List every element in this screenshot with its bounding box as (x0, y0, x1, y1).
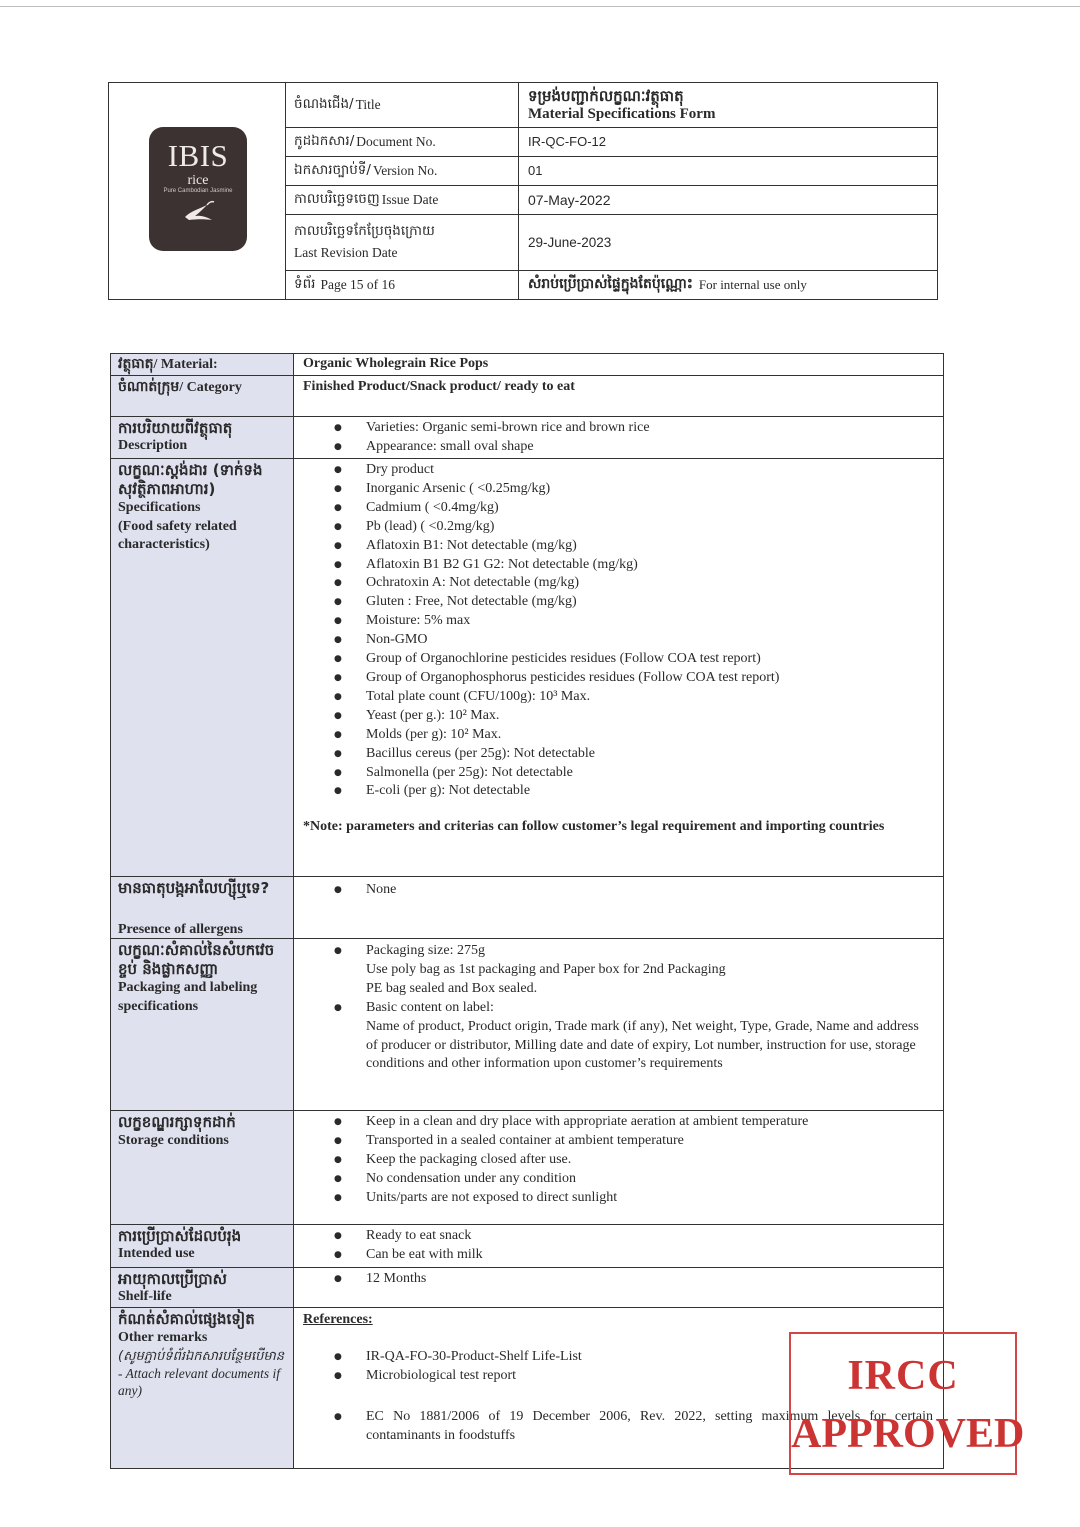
material-value: Organic Wholegrain Rice Pops (303, 356, 489, 371)
shelf-life-value (294, 1268, 943, 1307)
title-value: ទម្រង់បញ្ជាក់លក្ខណៈវត្ថុធាតុ Material Specifications Form (528, 87, 716, 122)
row-intended-use (111, 1225, 943, 1268)
header-row-revision-date (286, 214, 937, 271)
packaging-detail-2: PE bag sealed and Box sealed. (366, 980, 538, 996)
list-item: ● 12 Months (366, 1270, 933, 1289)
header-row-title (286, 83, 937, 128)
row-description (111, 417, 943, 459)
list-item: ● EC No 1881/2006 of 19 December 2006, Rev. 2022, setting maximum levels for certain contaminants in foodstuffs (366, 1408, 933, 1446)
list-item: ● Molds (per g): 10² Max. (366, 726, 933, 745)
list-item: ● Aflatoxin B1 B2 G1 G2: Not detectable (mg/kg) (366, 556, 933, 575)
list-item: ● None (366, 881, 933, 900)
packaging-list (303, 942, 933, 961)
references-title: References: (303, 1312, 373, 1327)
storage-label: លក្ខខណ្ឌរក្សាទុកដាក់ Storage conditions (111, 1111, 294, 1224)
allergens-list (303, 881, 933, 900)
list-item: ● Total plate count (CFU/100g): 10³ Max. (366, 688, 933, 707)
document-no-value: IR-QC-FO-12 (528, 134, 606, 149)
issue-date-key: កាលបរិច្ឆេទចេញ Issue Date (286, 185, 519, 214)
allergens-label: មានធាតុបង្កអាលែហ្ស៊ីឬទេ? Presence of allergens (111, 877, 294, 938)
packaging-label: លក្ខណៈសំគាល់នៃសំបកវេចខ្ចប់ និងផ្លាកសញ្ញា Packaging and labeling specifications (111, 939, 294, 1110)
logo-tagline: Pure Cambodian Jasmine (163, 188, 233, 194)
header-row-page (286, 270, 937, 299)
list-item: ● Moisture: 5% max (366, 612, 933, 631)
list-item: ● IR-QA-FO-30-Product-Shelf Life-List (366, 1348, 933, 1367)
list-item: ● Pb (lead) ( <0.2mg/kg) (366, 518, 933, 537)
list-item: ● Microbiological test report (366, 1367, 933, 1386)
packaging-detail-1: Use poly bag as 1st packaging and Paper box for 2nd Packaging (366, 961, 726, 977)
list-item: ● Units/parts are not exposed to direct sunlight (366, 1189, 933, 1208)
version-value: 01 (528, 163, 543, 178)
page-key: ទំព័រ Page 15 of 16 (286, 270, 519, 299)
document-no-key: កូដឯកសារ/ Document No. (286, 127, 519, 156)
category-label: ចំណាត់ក្រុម/ Category (111, 376, 294, 416)
list-item: ● Inorganic Arsenic ( <0.25mg/kg) (366, 480, 933, 499)
row-specifications (111, 459, 943, 877)
list-item: ● Packaging size: 275g (366, 942, 933, 961)
list-item: ● Can be eat with milk (366, 1246, 933, 1265)
issue-date-value: 07-May-2022 (528, 191, 611, 208)
other-remarks-label: កំណត់សំគាល់ផ្សេងទៀត Other remarks (សូមភ្ជាប់ទំព័រឯកសារបន្ថែមបើមាន - Attach relevant documents if any) (111, 1308, 294, 1468)
specifications-note: *Note: parameters and criterias can follow customer’s legal requirement and importing countries (303, 819, 885, 835)
header-row-version (286, 156, 937, 186)
header-row-document-no (286, 127, 937, 157)
row-allergens (111, 877, 943, 939)
shelf-life-label: អាយុកាលប្រើប្រាស់ Shelf-life (111, 1268, 294, 1307)
document-header-table (108, 82, 938, 300)
description-label: ការបរិយាយពីវត្ថុធាតុ Description (111, 417, 294, 458)
intended-use-list (303, 1227, 933, 1265)
list-item: ● Appearance: small oval shape (366, 438, 933, 457)
row-category (111, 376, 943, 417)
list-item: ● Dry product (366, 461, 933, 480)
revision-date-key: កាលបរិច្ឆេទកែប្រែចុងក្រោយ Last Revision Date (286, 214, 519, 270)
list-item: ● Non-GMO (366, 631, 933, 650)
material-label: វត្ថុធាតុ/ Material: (111, 354, 294, 375)
logo-brand: IBIS (167, 138, 229, 173)
revision-date-value: 29-June-2023 (528, 234, 612, 250)
storage-list (303, 1113, 933, 1208)
list-item: ● E-coli (per g): Not detectable (366, 782, 933, 801)
ibis-rice-logo (149, 127, 247, 251)
packaging-value (294, 939, 943, 1110)
allergens-value (294, 877, 943, 938)
header-row-issue-date (286, 185, 937, 215)
ibis-bird-icon (181, 199, 215, 223)
list-item: ● Ready to eat snack (366, 1227, 933, 1246)
list-item: ● Cadmium ( <0.4mg/kg) (366, 499, 933, 518)
storage-value (294, 1111, 943, 1224)
material-specification-table (110, 353, 944, 1469)
list-item: ● Bacillus cereus (per 25g): Not detectable (366, 745, 933, 764)
row-storage (111, 1111, 943, 1225)
row-shelf-life (111, 1268, 943, 1308)
category-value: Finished Product/Snack product/ ready to eat (303, 379, 575, 394)
description-list (303, 419, 933, 457)
stamp-line-1: IRCC (847, 1353, 959, 1399)
label-content-list (303, 999, 933, 1018)
list-item: ● Keep the packaging closed after use. (366, 1151, 933, 1170)
stamp-line-2: APPROVED (791, 1411, 1025, 1457)
list-item: ● Group of Organochlorine pesticides residues (Follow COA test report) (366, 650, 933, 669)
shelf-life-list (303, 1270, 933, 1289)
list-item: ● Aflatoxin B1: Not detectable (mg/kg) (366, 537, 933, 556)
page-top-rule (0, 6, 1080, 7)
row-material (111, 354, 943, 376)
ircc-approved-stamp (789, 1332, 1025, 1475)
list-item: ● Transported in a sealed container at ambient temperature (366, 1132, 933, 1151)
list-item: ● No condensation under any condition (366, 1170, 933, 1189)
intended-use-label: ការប្រើប្រាស់ដែលបំរុង Intended use (111, 1225, 294, 1267)
specifications-value (294, 459, 943, 876)
intended-use-value (294, 1225, 943, 1267)
list-item: ● Ochratoxin A: Not detectable (mg/kg) (366, 574, 933, 593)
list-item: ● Group of Organophosphorus pesticides residues (Follow COA test report) (366, 669, 933, 688)
row-packaging (111, 939, 943, 1111)
list-item: ● Keep in a clean and dry place with appropriate aeration at ambient temperature (366, 1113, 933, 1132)
description-value (294, 417, 943, 458)
list-item: ● Salmonella (per 25g): Not detectable (366, 764, 933, 783)
list-item: ● Varieties: Organic semi-brown rice and brown rice (366, 419, 933, 438)
list-item: ● Yeast (per g.): 10² Max. (366, 707, 933, 726)
title-key: ចំណងជើង/ Title (286, 83, 519, 127)
label-content-text: Name of product, Product origin, Trade mark (if any), Net weight, Type, Grade, Name and address of producer or distributor, Milling date and date of expiry, Lot number, instruction for use, storage conditions and other information upon customer’s requirements (366, 1018, 919, 1072)
specifications-list (303, 461, 933, 801)
list-item: ● Gluten : Free, Not detectable (mg/kg) (366, 593, 933, 612)
logo-cell (109, 83, 286, 299)
logo-sub: rice (187, 173, 209, 188)
page-value: សំរាប់ប្រើប្រាស់ផ្ទៃក្នុងតែប៉ុណ្ណោះ For internal use only (528, 276, 807, 292)
list-item: ● Basic content on label: (366, 999, 933, 1018)
version-key: ឯកសារច្បាប់ទី/ Version No. (286, 156, 519, 185)
specifications-label: លក្ខណៈស្តង់ដារ (ទាក់ទងសុវត្ថិភាពអាហារ) Specifications (Food safety related characteristics) (111, 459, 294, 876)
